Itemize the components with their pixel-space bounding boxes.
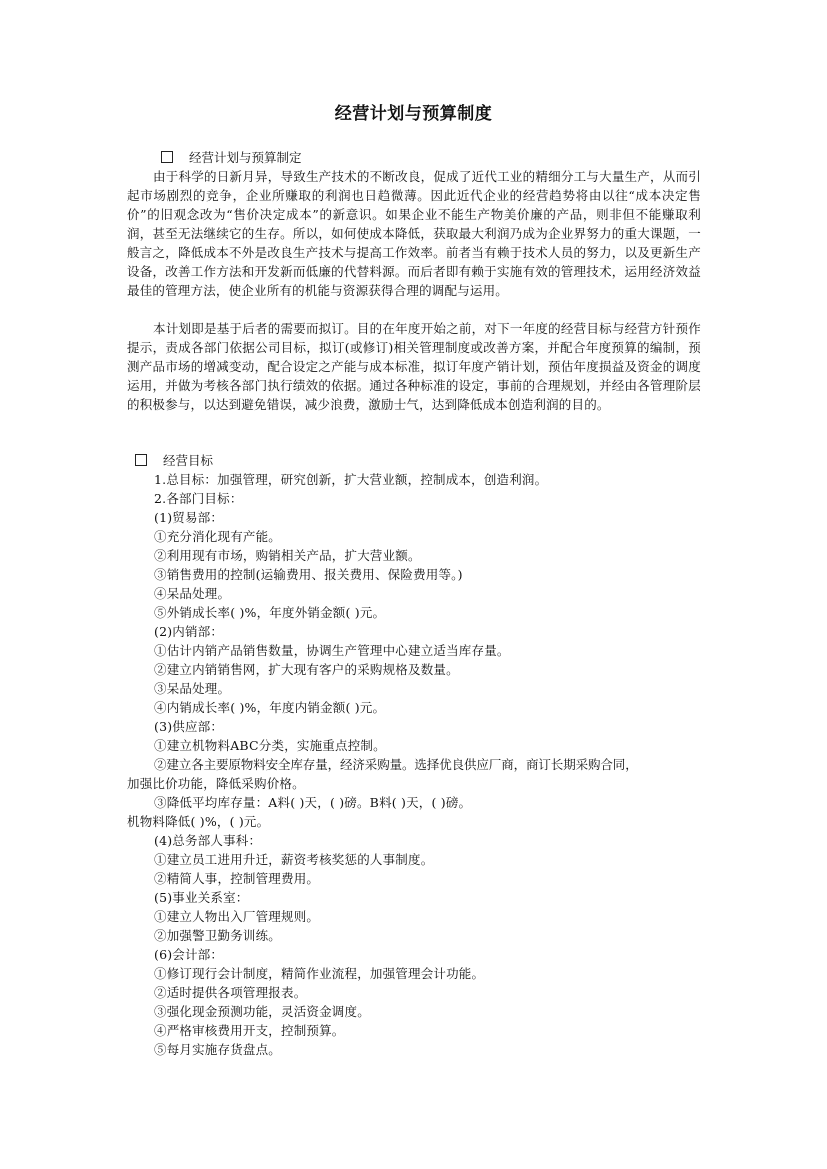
goal-line: ④严格审核费用开支，控制预算。 bbox=[154, 1023, 345, 1038]
goal-line: ⑤外销成长率( )%，年度外销金额( )元。 bbox=[154, 605, 386, 620]
goal-line: ②精简人事，控制管理费用。 bbox=[154, 871, 320, 886]
section-heading-label: 经营目标 bbox=[163, 453, 214, 468]
goal-line: ①估计内销产品销售数量，协调生产管理中心建立适当库存量。 bbox=[154, 643, 510, 658]
goal-line: 2.各部门目标： bbox=[154, 491, 243, 506]
goal-line: ②适时提供各项管理报表。 bbox=[154, 985, 307, 1000]
goal-line: ③降低平均库存量：A料( )天，( )磅。B料( )天，( )磅。 bbox=[154, 795, 472, 810]
goal-line: (2)内销部： bbox=[154, 624, 224, 639]
goal-line: (1)贸易部： bbox=[154, 510, 224, 525]
section-heading-goals bbox=[135, 451, 213, 470]
goal-line: ②利用现有市场，购销相关产品，扩大营业额。 bbox=[154, 548, 421, 563]
section-heading-label: 经营计划与预算制定 bbox=[189, 150, 302, 165]
goal-line: 加强比价功能，降低采购价格。 bbox=[127, 776, 305, 791]
goal-line: (3)供应部： bbox=[154, 719, 224, 734]
goal-line: ③强化现金预测功能，灵活资金调度。 bbox=[154, 1004, 370, 1019]
goal-line: ①充分消化现有产能。 bbox=[154, 529, 282, 544]
goal-line: ③呆品处理。 bbox=[154, 681, 231, 696]
goal-line: ⑤每月实施存货盘点。 bbox=[154, 1042, 282, 1057]
section-heading-planning bbox=[161, 148, 302, 167]
goal-line: ④内销成长率( )%，年度内销金额( )元。 bbox=[154, 700, 386, 715]
goal-line: ③销售费用的控制(运输费用、报关费用、保险费用等。) bbox=[154, 567, 463, 582]
goal-line: ①建立员工进用升迁，薪资考核奖惩的人事制度。 bbox=[154, 852, 434, 867]
plan-purpose-paragraph: 本计划即是基于后者的需要而拟订。目的在年度开始之前，对下一年度的经营目标与经营方针预作提示，责成各部门依据公司目标，拟订(或修订)相关管理制度或改善方案，并配合年度预算的编制，预测产品市场的增减变动，配合设定之产能与成本标准，拟订年度产销计划，预估年度损益及资金的调度运用，并做为考核各部门执行绩效的依据。通过各种标准的设定，事前的合理规划，并经由各管理阶层的积极参与，以达到避免错误，减少浪费，激励士气，达到降低成本创造利润的目的。 bbox=[127, 321, 701, 412]
checkbox-bullet-icon bbox=[135, 454, 147, 466]
page-title: 经营计划与预算制度 bbox=[334, 104, 493, 124]
intro-paragraph: 由于科学的日新月异，导致生产技术的不断改良，促成了近代工业的精细分工与大量生产，从而引起市场剧烈的竞争，企业所赚取的利润也日趋微薄。因此近代企业的经营趋势将由以往“成本决定售价”的旧观念改为“售价决定成本”的新意识。如果企业不能生产物美价廉的产品，则非但不能赚取利润，甚至无法继续它的生存。所以，如何使成本降低，获取最大利润乃成为企业界努力的重大课题，一般言之，降低成本不外是改良生产技术与提高工作效率。前者当有赖于技术人员的努力，以及更新生产设备，改善工作方法和开发新而低廉的代替料源。而后者即有赖于实施有效的管理技术，运用经济效益最佳的管理方法，使企业所有的机能与资源获得合理的调配与运用。 bbox=[127, 169, 701, 298]
goal-line: ①建立机物料ABC分类，实施重点控制。 bbox=[154, 738, 386, 753]
goal-line: (6)会计部： bbox=[154, 947, 224, 962]
goal-line: 机物料降低( )%，( )元。 bbox=[127, 814, 270, 829]
goal-line: ②加强警卫勤务训练。 bbox=[154, 928, 282, 943]
goal-line: (4)总务部人事科： bbox=[154, 833, 262, 848]
goal-line: ①修订现行会计制度，精简作业流程，加强管理会计功能。 bbox=[154, 966, 485, 981]
goal-line: ②建立各主要原物料安全库存量，经济采购量。选择优良供应厂商，商订长期采购合同， bbox=[154, 757, 638, 772]
goal-line: 1.总目标：加强管理，研究创新，扩大营业额，控制成本，创造利润。 bbox=[154, 472, 548, 487]
checkbox-bullet-icon bbox=[161, 151, 173, 163]
goal-line: (5)事业关系室： bbox=[154, 890, 249, 905]
goal-line: ②建立内销销售网，扩大现有客户的采购规格及数量。 bbox=[154, 662, 459, 677]
goal-line: ④呆品处理。 bbox=[154, 586, 231, 601]
goal-line: ①建立人物出入厂管理规则。 bbox=[154, 909, 320, 924]
